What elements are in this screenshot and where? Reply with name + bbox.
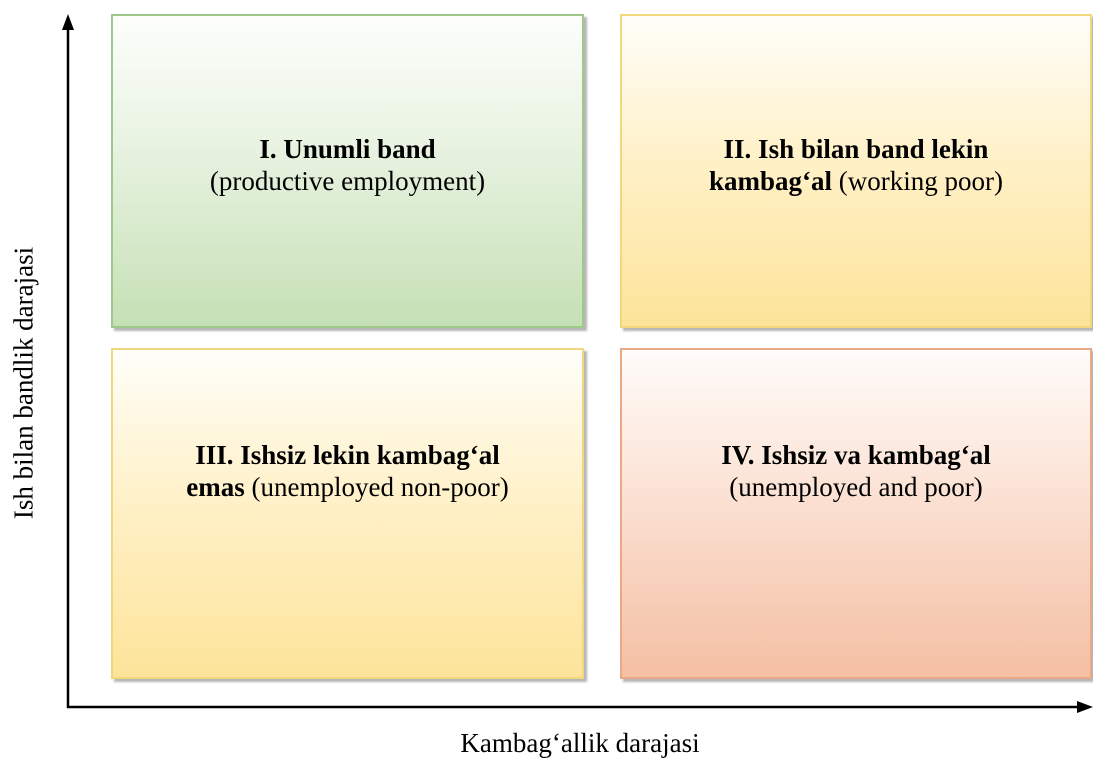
quadrant-title-line1: II. Ish bilan band lekin <box>723 134 989 164</box>
quadrant-title-line2: kambag‘al <box>709 166 833 196</box>
y-axis-arrow-icon <box>62 14 74 30</box>
quadrant-productive-employment <box>111 14 584 328</box>
quadrant-subtitle: (unemployed and poor) <box>729 472 983 502</box>
quadrant-unemployed-non-poor <box>111 348 584 679</box>
quadrant-text <box>113 16 582 197</box>
quadrant-subtitle: (working poor) <box>832 166 1003 196</box>
quadrant-title: I. Unumli band <box>259 134 436 164</box>
quadrant-text <box>113 350 582 503</box>
x-axis-arrow-icon <box>1077 701 1093 713</box>
x-axis-label: Kambag‘allik darajasi <box>460 728 700 758</box>
quadrant-text <box>622 350 1090 503</box>
quadrant-title: IV. Ishsiz va kambag‘al <box>721 440 991 470</box>
quadrant-working-poor <box>620 14 1092 328</box>
quadrant-title-line1: III. Ishsiz lekin kambag‘al <box>195 440 500 470</box>
quadrant-title-line2: emas <box>186 472 245 502</box>
y-axis-label: Ish bilan bandlik darajasi <box>8 246 39 520</box>
quadrant-subtitle: (unemployed non-poor) <box>244 472 509 502</box>
quadrant-subtitle: (productive employment) <box>209 166 486 196</box>
quadrant-text <box>622 16 1090 197</box>
quadrant-unemployed-and-poor <box>620 348 1092 679</box>
